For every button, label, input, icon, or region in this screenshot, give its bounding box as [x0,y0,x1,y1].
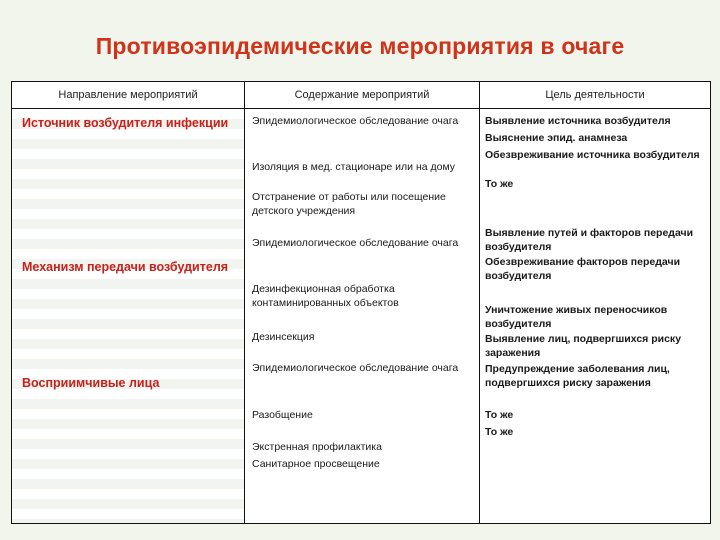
content-cell: Эпидемиологическое обследование очага [252,237,459,249]
goal-cell: Выяснение эпид. анамнеза [485,132,628,144]
content-cell: Изоляция в мед. стационаре или на дому [252,161,456,173]
content-cell: Эпидемиологическое обследование очага [252,115,459,127]
goal-cell: Обезвреживание факторов передачи возбудителя [485,256,681,282]
goal-cell: То же [485,178,514,190]
goal-cell: Выявление путей и факторов передачи возбудителя [485,227,694,253]
content-cell: Экстренная профилактика [252,441,382,453]
content-cell: Эпидемиологическое обследование очага [252,362,459,374]
content-cell: Дезинфекционная обработка контаминированных объектов [252,283,399,309]
contents-column [245,109,479,523]
content-cell: Дезинсекция [252,331,315,343]
goal-cell: Уничтожение живых переносчиков возбудителя [485,304,668,330]
goal-cell: Выявление лиц, подвергшихся риску заражения [485,333,682,359]
measures-table [11,81,711,524]
column-divider [479,82,480,523]
table-header [12,82,710,109]
direction-cell: Восприимчивые лица [22,376,160,390]
header-direction: Направление мероприятий [58,89,198,101]
page-title: Противоэпидемические мероприятия в очаге [95,33,625,59]
direction-cell: Источник возбудителя инфекции [22,116,229,130]
content-cell: Отстранение от работы или посещение детского учреждения [252,191,446,217]
goals-column [480,109,710,523]
column-divider [244,82,245,523]
goal-cell: Выявление источника возбудителя [485,115,671,127]
content-cell: Разобщение [252,409,313,421]
goal-cell: То же [485,409,514,421]
goal-cell: Обезвреживание источника возбудителя [485,149,700,161]
header-content: Содержание мероприятий [294,89,430,101]
content-cell: Санитарное просвещение [252,458,380,470]
goal-cell: То же [485,426,514,438]
header-goal: Цель деятельности [545,89,645,101]
directions-column [12,109,244,523]
direction-cell: Механизм передачи возбудителя [22,260,229,274]
goal-cell: Предупреждение заболевания лиц, подвергшихся риску заражения [485,363,670,389]
